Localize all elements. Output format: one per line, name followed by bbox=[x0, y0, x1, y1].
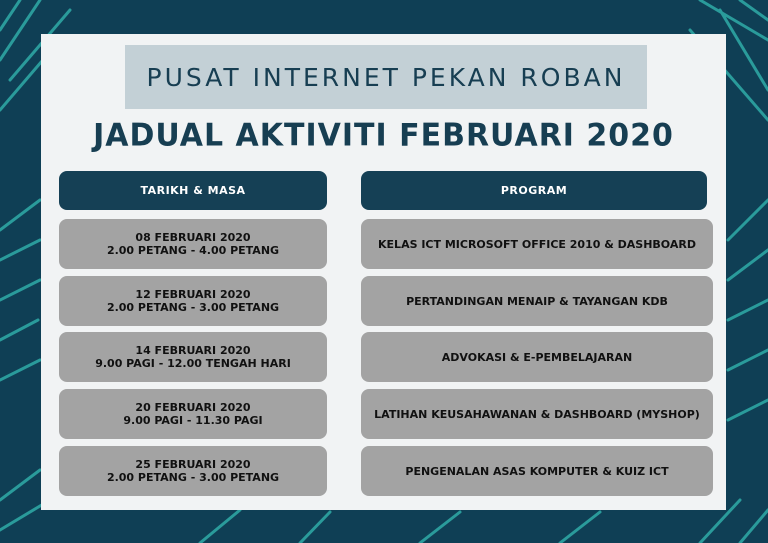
row-time: 9.00 PAGI - 11.30 PAGI bbox=[123, 414, 263, 427]
row-date: 12 FEBRUARI 2020 bbox=[135, 288, 251, 301]
schedule-card bbox=[41, 34, 726, 510]
table-row-date bbox=[59, 219, 327, 269]
row-date: 08 FEBRUARI 2020 bbox=[135, 231, 251, 244]
row-program: PENGENALAN ASAS KOMPUTER & KUIZ ICT bbox=[405, 464, 669, 478]
row-time: 2.00 PETANG - 3.00 PETANG bbox=[106, 301, 280, 314]
row-program: KELAS ICT MICROSOFT OFFICE 2010 & DASHBOARD bbox=[378, 237, 696, 251]
row-program: PERTANDINGAN MENAIP & TAYANGAN KDB bbox=[406, 294, 668, 308]
column-header-date: TARIKH & MASA bbox=[59, 171, 327, 210]
row-date: 14 FEBRUARI 2020 bbox=[135, 344, 251, 357]
table-row-date bbox=[59, 389, 327, 439]
organization-name: PUSAT INTERNET PEKAN ROBAN bbox=[146, 62, 626, 92]
row-date: 20 FEBRUARI 2020 bbox=[135, 401, 251, 414]
table-row-date bbox=[59, 446, 327, 496]
table-row-program bbox=[361, 446, 713, 496]
table-row-date bbox=[59, 276, 327, 326]
table-row-date bbox=[59, 332, 327, 382]
table-row-program bbox=[361, 219, 713, 269]
row-time: 2.00 PETANG - 3.00 PETANG bbox=[106, 471, 280, 484]
row-program: ADVOKASI & E-PEMBELAJARAN bbox=[441, 350, 633, 364]
table-row-program bbox=[361, 389, 713, 439]
row-date: 25 FEBRUARI 2020 bbox=[135, 458, 251, 471]
organization-banner bbox=[125, 45, 647, 109]
page-title: JADUAL AKTIVITI FEBRUARI 2020 bbox=[93, 117, 674, 154]
row-time: 2.00 PETANG - 4.00 PETANG bbox=[106, 244, 280, 257]
row-time: 9.00 PAGI - 12.00 TENGAH HARI bbox=[95, 357, 291, 370]
column-header-program: PROGRAM bbox=[361, 171, 707, 210]
table-row-program bbox=[361, 332, 713, 382]
table-row-program bbox=[361, 276, 713, 326]
row-program: LATIHAN KEUSAHAWANAN & DASHBOARD (MYSHOP) bbox=[374, 407, 700, 421]
